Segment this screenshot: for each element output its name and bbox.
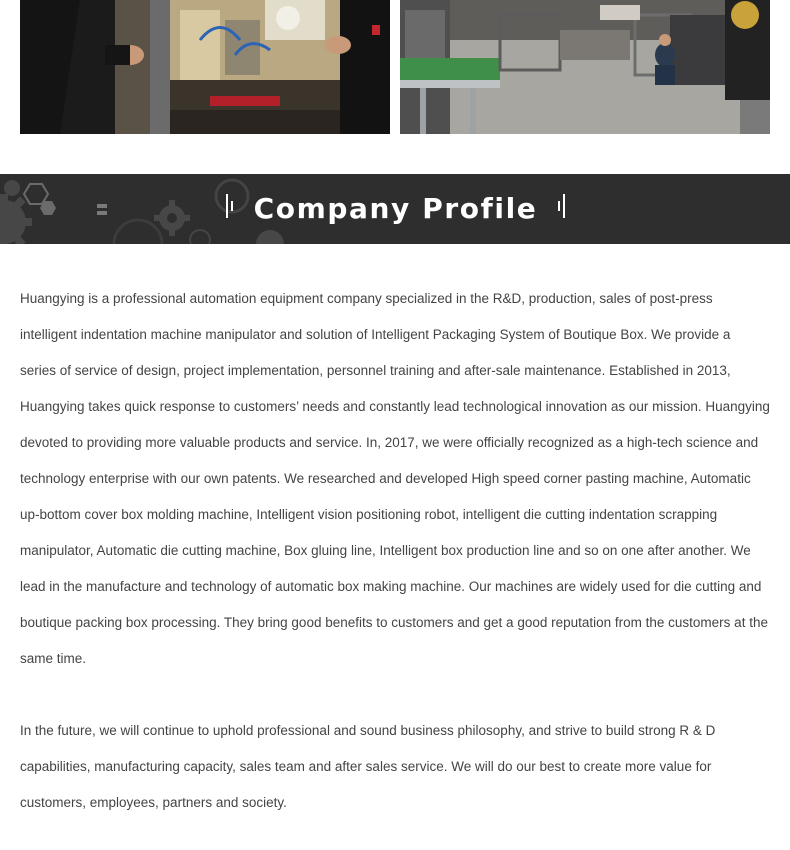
factory-photo-workshop-image <box>400 0 770 134</box>
section-banner <box>0 174 790 244</box>
factory-photo-workers-image <box>20 0 390 134</box>
factory-photo-workers <box>20 0 390 134</box>
section-title: Company Profile <box>253 192 538 225</box>
right-bracket-icon <box>557 194 565 218</box>
description-paragraph-2: In the future, we will continue to uphold professional and sound business philosophy, and strive to build strong R & D capabilities, manufacturing capacity, sales team and after sales service. We will do our best to create more value for customers, employees, partners and society. <box>20 723 716 810</box>
company-description <box>20 281 770 821</box>
factory-photo-workshop <box>400 0 770 134</box>
description-paragraph-1: Huangying is a professional automation equipment company specialized in the R&D, production, sales of post-press intelligent indentation machine manipulator and solution of Intelligent Packaging System of Boutique Box. We provide a series of service of design, project implementation, personnel training and after-sale maintenance. Established in 2013, Huangying takes quick response to customers’ needs and constantly lead technological innovation as our mission. Huangying devoted to providing more valuable products and service. In, 2017, we were officially recognized as a high-tech science and technology enterprise with our own patents. We researched and developed High speed corner pasting machine, Automatic up-bottom cover box molding machine, Intelligent vision positioning robot, intelligent die cutting indentation scrapping manipulator, Automatic die cutting machine, Box gluing line, Intelligent box production line and so on one after another. We lead in the manufacture and technology of automatic box making machine. Our machines are widely used for die cutting and boutique packing box processing. They bring good benefits to customers and get a good reputation from the customers at the same time. <box>20 291 770 666</box>
banner-title-frame <box>226 193 565 225</box>
